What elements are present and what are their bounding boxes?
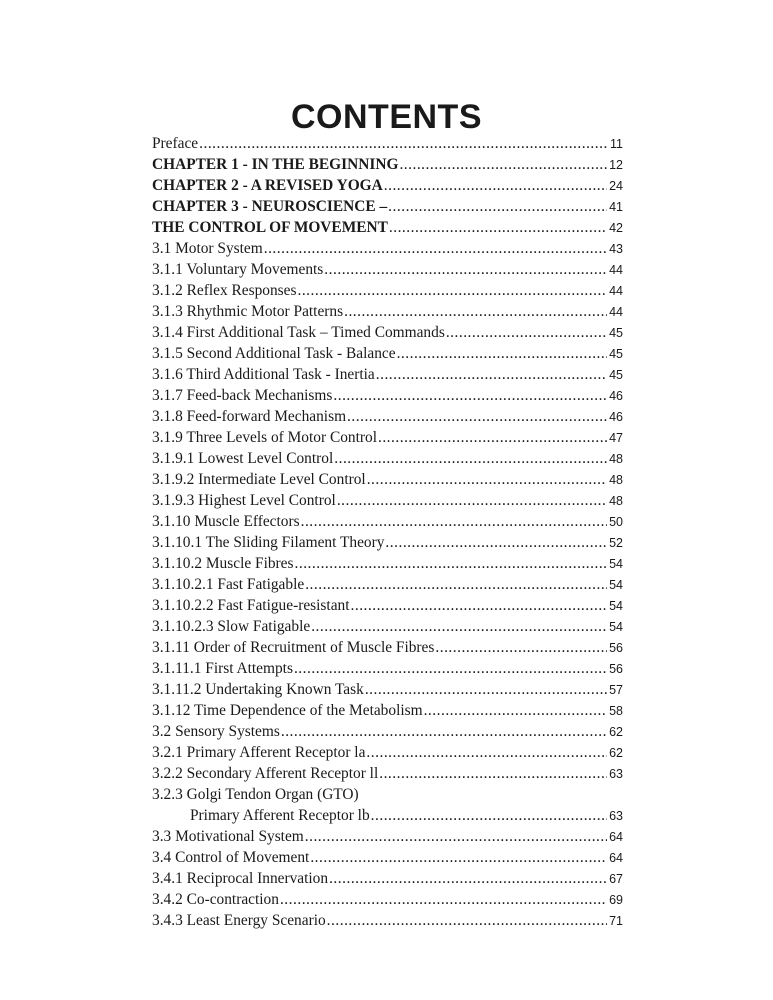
toc-entry	[152, 427, 623, 448]
leader-dots	[295, 553, 608, 574]
toc-entry-page: 71	[609, 914, 623, 928]
toc-entry-chapter-3-subtitle	[152, 217, 623, 238]
toc-entry-title: 3.4.1 Reciprocal Innervation	[152, 870, 329, 887]
toc-entry-title: 3.1.1 Voluntary Movements	[152, 261, 324, 278]
leader-dots	[305, 826, 607, 847]
toc-entry-chapter-1	[152, 154, 623, 175]
leader-dots	[388, 196, 607, 217]
toc-entry-title: 3.1.10.1 The Sliding Filament Theory	[152, 534, 385, 551]
toc-entry	[152, 280, 623, 301]
leader-dots	[337, 490, 607, 511]
leader-dots	[378, 427, 607, 448]
toc-entry-page: 44	[609, 284, 623, 298]
toc-entry-title: 3.1.10.2.3 Slow Fatigable	[152, 618, 311, 635]
toc-entry-title: 3.1.4 First Additional Task – Timed Commands	[152, 324, 445, 341]
toc-entry-page: 57	[609, 683, 623, 697]
toc-entry	[152, 553, 623, 574]
toc-entry-page: 45	[609, 347, 623, 361]
toc-entry-page: 48	[609, 452, 623, 466]
leader-dots	[347, 406, 607, 427]
leader-dots	[294, 658, 607, 679]
toc-entry	[152, 343, 623, 364]
toc-entry-title: 3.4 Control of Movement	[152, 849, 310, 866]
toc-entry	[152, 847, 623, 868]
toc-entry-title: 3.1.9.1 Lowest Level Control	[152, 450, 334, 467]
toc-entry-title: 3.1.8 Feed-forward Mechanism	[152, 408, 347, 425]
toc-entry-title: 3.1.10.2 Muscle Fibres	[152, 555, 294, 572]
toc-entry	[152, 658, 623, 679]
leader-dots	[384, 175, 607, 196]
toc-entry-chapter-3	[152, 196, 623, 217]
toc-entry	[152, 595, 623, 616]
leader-dots	[305, 574, 607, 595]
leader-dots	[365, 679, 607, 700]
toc-entry-title: 3.1.9.2 Intermediate Level Control	[152, 471, 366, 488]
toc-entry	[152, 721, 623, 742]
toc-entry-page: 45	[609, 368, 623, 382]
toc-entry-title: CHAPTER 1 - IN THE BEGINNING	[152, 156, 399, 173]
toc-entry-title: 3.1.3 Rhythmic Motor Patterns	[152, 303, 344, 320]
leader-dots	[435, 637, 607, 658]
toc-entry-title: 3.2.2 Secondary Afferent Receptor ll	[152, 765, 379, 782]
toc-entry-page: 48	[609, 494, 623, 508]
toc-entry	[152, 406, 623, 427]
toc-entry-title: 3.1.9.3 Highest Level Control	[152, 492, 336, 509]
table-of-contents	[152, 133, 623, 931]
leader-dots	[379, 763, 607, 784]
leader-dots	[324, 259, 607, 280]
leader-dots	[297, 280, 607, 301]
leader-dots	[301, 511, 607, 532]
toc-entry-page: 12	[609, 158, 623, 172]
leader-dots	[397, 343, 608, 364]
toc-entry-page: 11	[610, 137, 623, 151]
leader-dots	[281, 721, 607, 742]
toc-entry-page: 63	[609, 767, 623, 781]
toc-entry	[152, 385, 623, 406]
toc-entry-title: 3.1.10.2.1 Fast Fatigable	[152, 576, 305, 593]
toc-entry-page: 56	[609, 641, 623, 655]
toc-entry-page: 54	[609, 557, 623, 571]
toc-entry-page: 63	[609, 809, 623, 823]
toc-entry-title: 3.4.3 Least Energy Scenario	[152, 912, 326, 929]
leader-dots	[334, 448, 607, 469]
toc-entry	[152, 448, 623, 469]
leader-dots	[310, 847, 607, 868]
toc-entry-title: 3.4.2 Co-contraction	[152, 891, 279, 908]
toc-entry	[152, 469, 623, 490]
toc-entry-title: 3.1.2 Reflex Responses	[152, 282, 297, 299]
toc-entry-page: 56	[609, 662, 623, 676]
toc-entry-page: 69	[609, 893, 623, 907]
toc-entry-page: 46	[609, 389, 623, 403]
toc-entry-page: 42	[609, 221, 623, 235]
toc-entry-title: 3.3 Motivational System	[152, 828, 304, 845]
toc-entry-title: 3.2.1 Primary Afferent Receptor la	[152, 744, 366, 761]
toc-entry-page: 62	[609, 746, 623, 760]
toc-entry-page: 62	[609, 725, 623, 739]
toc-entry-title: 3.1.7 Feed-back Mechanisms	[152, 387, 333, 404]
leader-dots	[399, 154, 607, 175]
leader-dots	[344, 301, 607, 322]
toc-entry-page: 64	[609, 830, 623, 844]
toc-entry-title: CHAPTER 2 - A REVISED YOGA	[152, 177, 383, 194]
leader-dots	[351, 595, 608, 616]
toc-entry-title: 3.1 Motor System	[152, 240, 263, 257]
toc-entry-title: 3.1.10 Muscle Effectors	[152, 513, 300, 530]
toc-entry-title: 3.1.11.1 First Attempts	[152, 660, 293, 677]
toc-entry	[152, 910, 623, 931]
toc-entry-page: 44	[609, 263, 623, 277]
leader-dots	[333, 385, 607, 406]
toc-entry-page: 67	[609, 872, 623, 886]
toc-entry	[152, 322, 623, 343]
leader-dots	[280, 889, 607, 910]
toc-entry-page: 46	[609, 410, 623, 424]
leader-dots	[199, 133, 608, 154]
toc-entry-page: 24	[609, 179, 623, 193]
toc-entry	[152, 868, 623, 889]
toc-entry	[152, 238, 623, 259]
leader-dots	[367, 469, 607, 490]
toc-entry-title: 3.2 Sensory Systems	[152, 723, 280, 740]
leader-dots	[327, 910, 607, 931]
toc-entry	[152, 364, 623, 385]
toc-entry-chapter-2	[152, 175, 623, 196]
toc-entry-title: 3.1.5 Second Additional Task - Balance	[152, 345, 396, 362]
toc-entry	[152, 511, 623, 532]
toc-entry	[152, 700, 623, 721]
leader-dots	[311, 616, 607, 637]
toc-entry-page: 54	[609, 599, 623, 613]
toc-entry-title: 3.1.11.2 Undertaking Known Task	[152, 681, 364, 698]
toc-entry	[152, 259, 623, 280]
toc-entry-heading-only	[152, 784, 623, 805]
toc-entry-title: 3.2.3 Golgi Tendon Organ (GTO)	[152, 786, 359, 803]
toc-entry-title: THE CONTROL OF MOVEMENT	[152, 219, 388, 236]
leader-dots	[366, 742, 607, 763]
toc-entry	[152, 637, 623, 658]
toc-entry	[152, 826, 623, 847]
leader-dots	[264, 238, 607, 259]
leader-dots	[329, 868, 607, 889]
toc-entry-preface	[152, 133, 623, 154]
toc-entry-title: Primary Afferent Receptor lb	[190, 807, 370, 824]
toc-entry	[152, 574, 623, 595]
toc-entry	[152, 679, 623, 700]
toc-entry-page: 45	[609, 326, 623, 340]
toc-entry-page: 43	[609, 242, 623, 256]
toc-entry	[152, 889, 623, 910]
toc-entry	[152, 532, 623, 553]
toc-entry	[152, 742, 623, 763]
toc-entry-page: 48	[609, 473, 623, 487]
toc-entry-page: 54	[609, 620, 623, 634]
toc-entry-page: 64	[609, 851, 623, 865]
toc-entry-page: 58	[609, 704, 623, 718]
leader-dots	[376, 364, 607, 385]
page-title: CONTENTS	[291, 97, 482, 136]
toc-entry-page: 47	[609, 431, 623, 445]
toc-entry-title: 3.1.12 Time Dependence of the Metabolism	[152, 702, 423, 719]
leader-dots	[371, 805, 607, 826]
toc-entry-page: 50	[609, 515, 623, 529]
toc-entry-continuation	[152, 805, 623, 826]
toc-entry	[152, 763, 623, 784]
leader-dots	[446, 322, 607, 343]
toc-entry-title: 3.1.11 Order of Recruitment of Muscle Fibres	[152, 639, 435, 656]
toc-entry-page: 54	[609, 578, 623, 592]
toc-entry	[152, 490, 623, 511]
leader-dots	[385, 532, 607, 553]
toc-entry-title: 3.1.6 Third Additional Task - Inertia	[152, 366, 375, 383]
toc-entry-title: Preface	[152, 135, 199, 152]
toc-entry	[152, 301, 623, 322]
toc-entry-page: 41	[609, 200, 623, 214]
leader-dots	[424, 700, 608, 721]
toc-entry-page: 44	[609, 305, 623, 319]
leader-dots	[389, 217, 607, 238]
toc-entry-title: 3.1.10.2.2 Fast Fatigue-resistant	[152, 597, 350, 614]
toc-entry-title: 3.1.9 Three Levels of Motor Control	[152, 429, 377, 446]
toc-entry	[152, 616, 623, 637]
toc-entry-page: 52	[609, 536, 623, 550]
toc-entry-title: CHAPTER 3 - NEUROSCIENCE –	[152, 198, 388, 215]
